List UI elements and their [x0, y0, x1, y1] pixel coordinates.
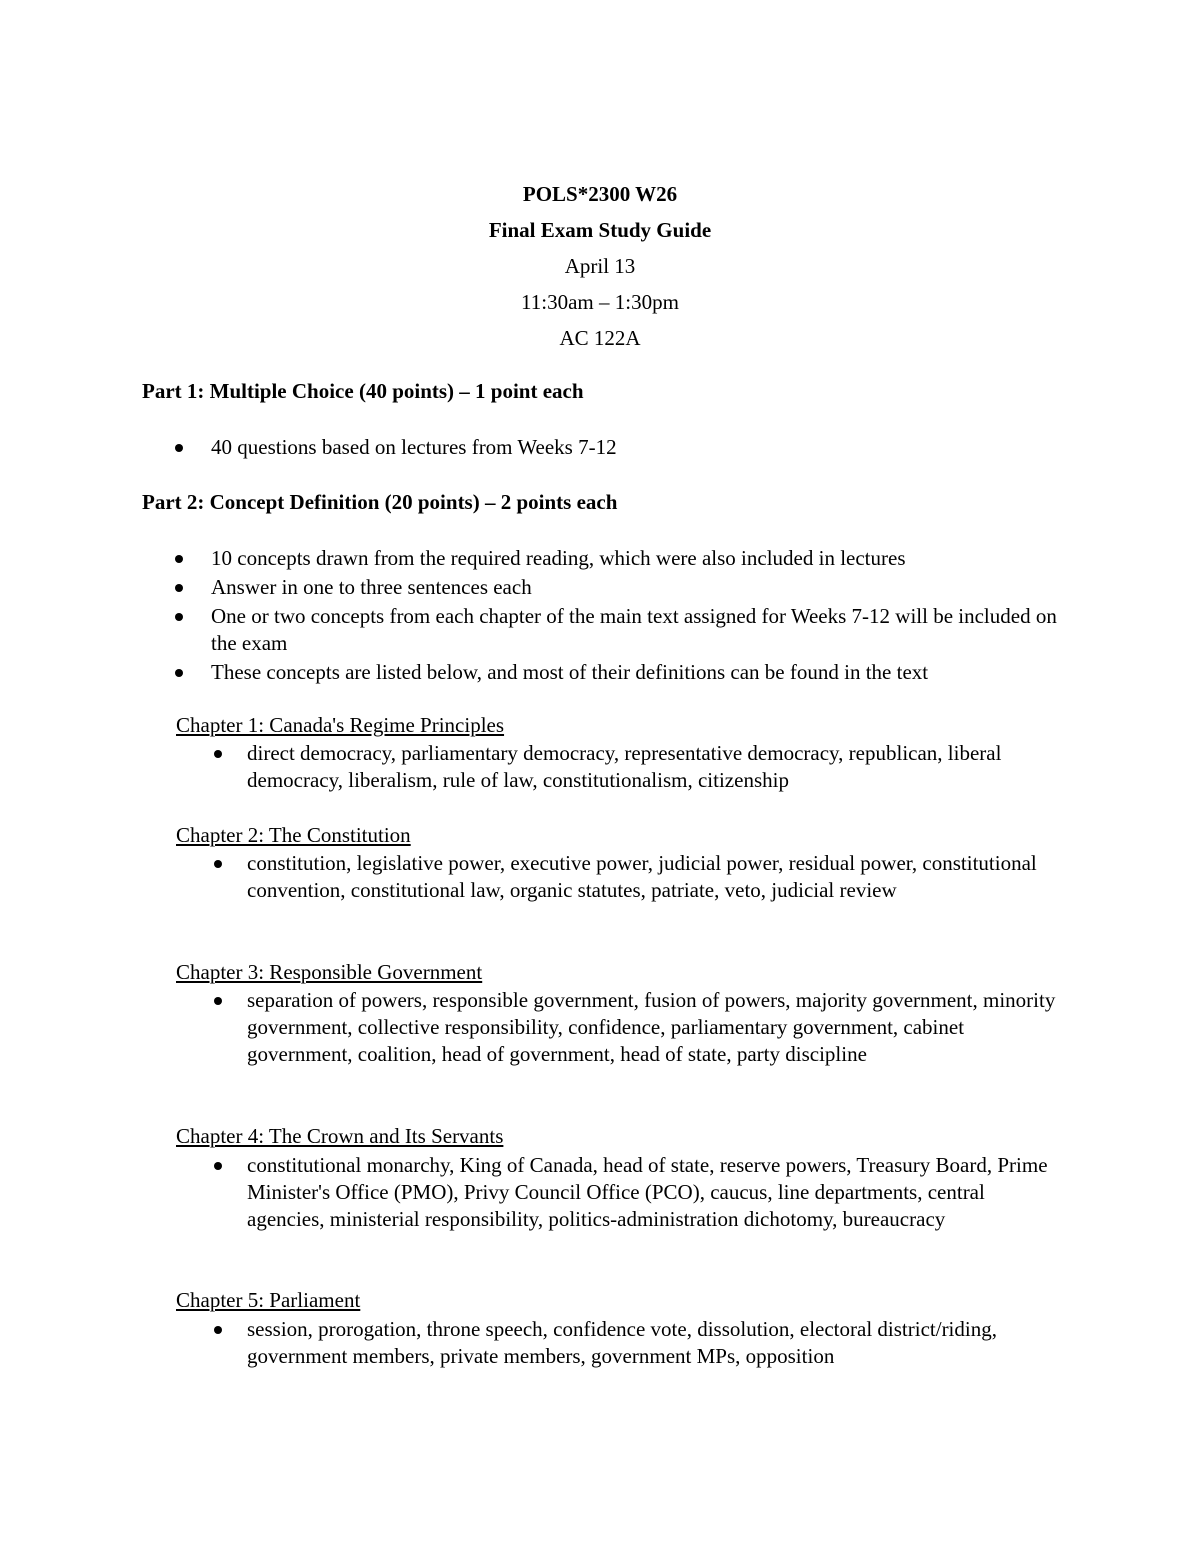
list-item: Answer in one to three sentences each	[211, 574, 1071, 601]
chapter-5-title: Chapter 5: Parliament	[176, 1288, 361, 1312]
list-item: One or two concepts from each chapter of the main text assigned for Weeks 7-12 will be included on the exam	[211, 603, 1071, 657]
exam-time: 11:30am – 1:30pm	[521, 290, 679, 314]
list-item: constitutional monarchy, King of Canada, head of state, reserve powers, Treasury Board, Prime Minister's Office (PMO), Privy Council Office (PCO), caucus, line departments, central agencies, ministerial responsibility, politics-administration dichotomy, bureaucracy	[247, 1152, 1067, 1233]
part2-heading: Part 2: Concept Definition (20 points) – 2 points each	[142, 490, 618, 514]
part1-heading: Part 1: Multiple Choice (40 points) – 1 point each	[142, 379, 584, 403]
part2-list	[211, 545, 1071, 688]
document-title: Final Exam Study Guide	[488, 218, 712, 242]
course-code: POLS*2300 W26	[522, 182, 678, 206]
part1-list	[211, 434, 1071, 463]
document-header	[0, 176, 1200, 356]
chapter-2-title: Chapter 2: The Constitution	[176, 823, 411, 847]
chapter-1-title: Chapter 1: Canada's Regime Principles	[176, 713, 505, 737]
chapter-3-list	[247, 987, 1067, 1068]
list-item: These concepts are listed below, and most of their definitions can be found in the text	[211, 659, 1071, 686]
list-item: separation of powers, responsible government, fusion of powers, majority government, minority government, collective responsibility, confidence, parliamentary government, cabinet government, coalition, head of government, head of state, party discipline	[247, 987, 1067, 1068]
chapter-2-list	[247, 850, 1067, 904]
exam-date: April 13	[564, 254, 636, 278]
chapter-4-list	[247, 1152, 1067, 1233]
chapter-5-list	[247, 1316, 1067, 1370]
chapter-4-title: Chapter 4: The Crown and Its Servants	[176, 1124, 504, 1148]
list-item: 10 concepts drawn from the required reading, which were also included in lectures	[211, 545, 1071, 572]
list-item: constitution, legislative power, executive power, judicial power, residual power, constitutional convention, constitutional law, organic statutes, patriate, veto, judicial review	[247, 850, 1067, 904]
list-item: session, prorogation, throne speech, confidence vote, dissolution, electoral district/riding, government members, private members, government MPs, opposition	[247, 1316, 1067, 1370]
exam-room: AC 122A	[559, 326, 641, 350]
chapter-3-title: Chapter 3: Responsible Government	[176, 960, 483, 984]
list-item: 40 questions based on lectures from Weeks 7-12	[211, 434, 1071, 461]
chapter-1-list	[247, 740, 1067, 794]
list-item: direct democracy, parliamentary democracy, representative democracy, republican, liberal democracy, liberalism, rule of law, constitutionalism, citizenship	[247, 740, 1067, 794]
